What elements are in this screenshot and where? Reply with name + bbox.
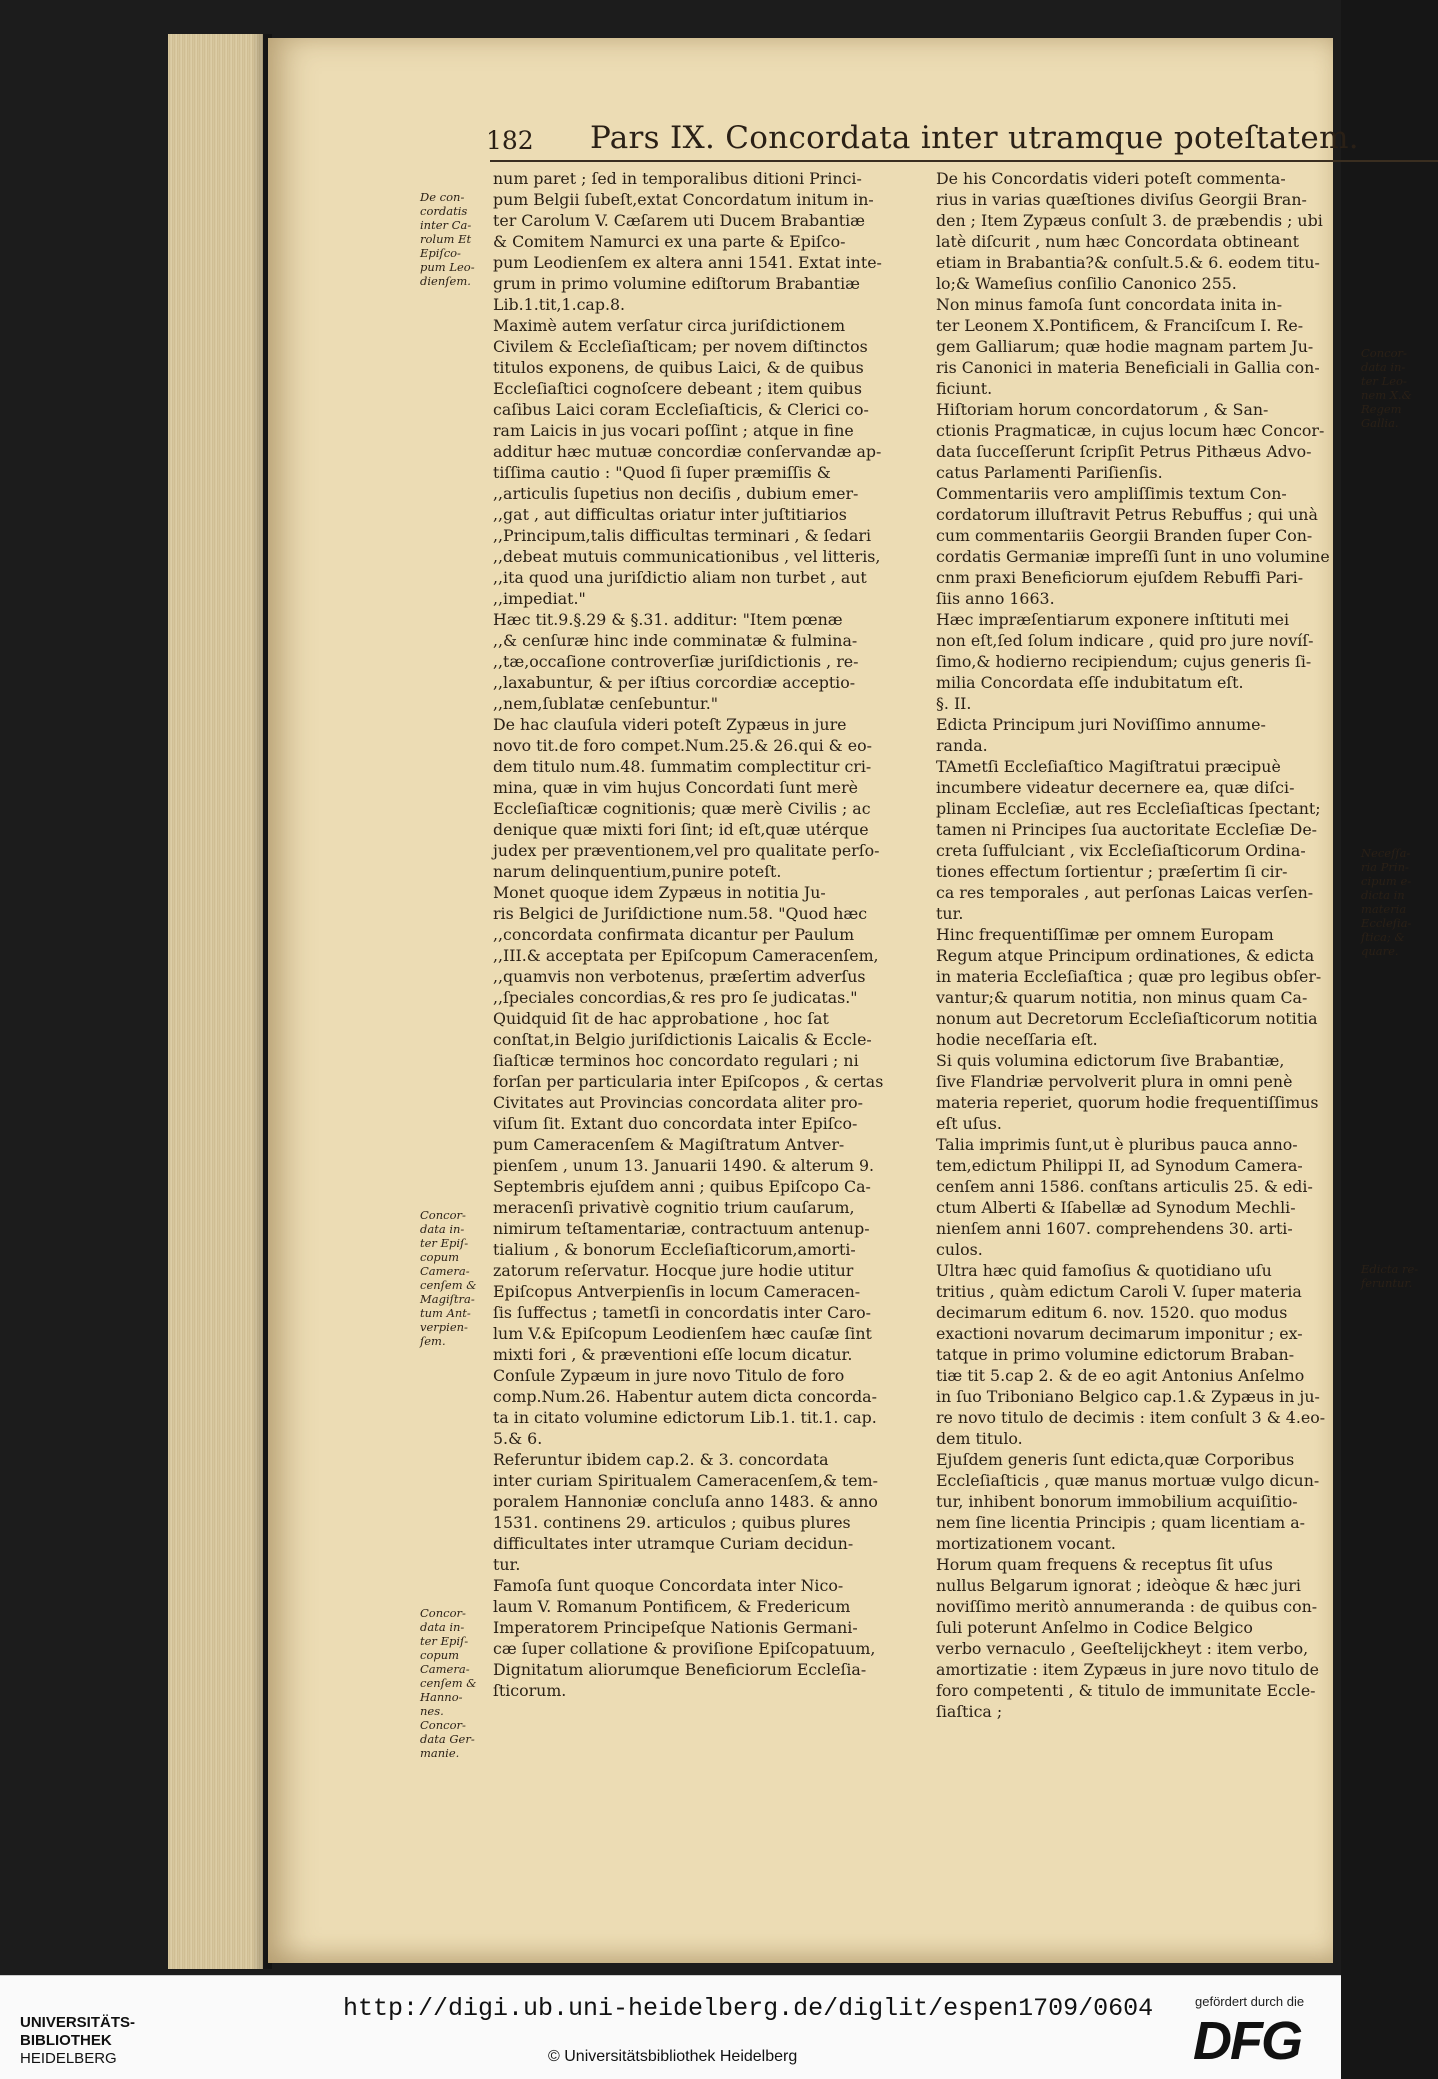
margin-note-line: Hanno-: [420, 1690, 463, 1704]
text-line: re novo titulo de decimis : item conſult 3 & 4.eo-: [936, 1408, 1326, 1427]
text-line: mortizationem vocant.: [936, 1534, 1116, 1553]
text-line: etiam in Brabantia?& conſult.5.& 6. eodem titu-: [936, 253, 1320, 272]
text-line: Quidquid ſit de hac approbatione , hoc ſat: [493, 1009, 829, 1028]
text-line: ,,quamvis non verbotenus, præſertim adverſus: [493, 967, 866, 986]
margin-note-line: Gallia.: [1361, 416, 1399, 430]
text-line: ris Canonici in materia Beneficiali in Gallia con-: [936, 358, 1320, 377]
text-line: tritius , quàm edictum Caroli V. ſuper materia: [936, 1282, 1302, 1301]
library-name-line3: HEIDELBERG: [20, 2050, 117, 2067]
margin-note-line: quare.: [1361, 944, 1399, 958]
text-line: ca res temporales , aut perſonas Laicas verſen-: [936, 883, 1314, 902]
margin-note-line: cenſem &: [420, 1676, 477, 1690]
margin-note-line: materia: [1361, 902, 1407, 916]
margin-note-line: ter Leo-: [1361, 374, 1407, 388]
text-line: Ultra hæc quid famoſius & quotidiano uſu: [936, 1261, 1272, 1280]
right-text-column: [936, 168, 1361, 1722]
text-line: cum commentariis Georgii Branden ſuper Con-: [936, 526, 1313, 545]
margin-note-line: rolum Et: [420, 232, 472, 246]
text-line: ,,tæ,occaſione controverſiæ juriſdictionis , re-: [493, 652, 859, 671]
text-line: ſticorum.: [493, 1681, 567, 1700]
margin-note-line: data in-: [420, 1620, 465, 1634]
margin-note-line: copum: [420, 1648, 460, 1662]
text-line: randa.: [936, 736, 988, 755]
text-line: tialium , & bonorum Eccleſiaſticorum,amorti-: [493, 1240, 856, 1259]
text-line: cordatorum illuſtravit Petrus Rebuffus ; qui unà: [936, 505, 1318, 524]
text-line: non eſt,ſed ſolum indicare , quid pro jure novíſ-: [936, 631, 1314, 650]
margin-note-line: Edicta re-: [1361, 1262, 1419, 1276]
text-line: tiones effectum ſortientur ; præſertim ſi cir-: [936, 862, 1288, 881]
text-line: in ſuo Triboniano Belgico cap.1.& Zypæus in ju-: [936, 1387, 1320, 1406]
text-line: culos.: [936, 1240, 983, 1259]
text-line: meracenſi privativè cognitio trium cauſarum,: [493, 1198, 855, 1217]
copyright-notice: © Universitätsbibliothek Heidelberg: [548, 2048, 798, 2065]
text-line: vantur;& quarum notitia, non minus quam Ca-: [936, 988, 1308, 1007]
margin-note-line: ſtica; &: [1361, 930, 1405, 944]
text-line: amortizatie : item Zypæus in jure novo titulo de: [936, 1660, 1319, 1679]
text-line: denique quæ mixti fori ſint; id eſt,quæ utérque: [493, 820, 869, 839]
text-line: narum delinquentium,punire poteſt.: [493, 862, 782, 881]
text-line: pum Belgii ſubeſt,extat Concordatum initum in-: [493, 190, 874, 209]
text-line: cnm praxi Beneficiorum ejuſdem Rebuffi Pari-: [936, 568, 1304, 587]
text-line: Conſule Zypæum in jure novo Titulo de foro: [493, 1366, 845, 1385]
margin-note-line: verpien-: [420, 1320, 468, 1334]
text-line: & Comitem Namurci ex una parte & Epiſco-: [493, 232, 846, 251]
text-line: caſibus Laici coram Eccleſiaſticis, & Clerici co-: [493, 400, 869, 419]
margin-note-line: ter Epiſ-: [420, 1236, 469, 1250]
text-line: tur.: [493, 1555, 521, 1574]
text-line: ter Carolum V. Cæſarem uti Ducem Brabantiæ: [493, 211, 866, 230]
text-line: verbo vernaculo , Geeſtelijckheyt : item verbo,: [936, 1639, 1309, 1658]
margin-note-line: pum Leo-: [420, 260, 475, 274]
library-logo: [6, 1984, 136, 2067]
text-line: ,,Principum,talis difficultas terminari , & ſedari: [493, 526, 871, 545]
text-line: pum Cameracenſem & Magiſtratum Antver-: [493, 1135, 845, 1154]
margin-note-line: Regem: [1361, 402, 1402, 416]
margin-note-line: Camera-: [420, 1264, 470, 1278]
text-line: tur, inhibent bonorum immobilium acquiſitio-: [936, 1492, 1298, 1511]
text-line: nimirum teſtamentariæ, contractuum antenup-: [493, 1219, 870, 1238]
text-line: ſimo,& hodierno recipiendum; cujus generis ſi-: [936, 652, 1312, 671]
left-text-column: [493, 168, 913, 1701]
text-line: eſt uſus.: [936, 1114, 1002, 1133]
text-line: nienſem anni 1607. comprehendens 30. arti-: [936, 1219, 1293, 1238]
text-line: Hæc impræſentiarum exponere inſtituti mei: [936, 610, 1290, 629]
margin-note-line: De con-: [420, 190, 465, 204]
text-line: Si quis volumina edictorum ſive Brabantiæ,: [936, 1051, 1285, 1070]
text-line: viſum ſit. Extant duo concordata inter Epiſco-: [493, 1114, 858, 1133]
text-line: data ſucceſſerunt ſcripſit Petrus Pithæus Advo-: [936, 442, 1312, 461]
text-line: Hinc frequentiſſimæ per omnem Europam: [936, 925, 1274, 944]
margin-note-line: ſem.: [420, 1334, 446, 1348]
text-line: ,,& cenſuræ hinc inde comminatæ & fulmina-: [493, 631, 858, 650]
text-line: pum Leodienſem ex altera anni 1541. Extat inte-: [493, 253, 882, 272]
text-line: cordatis Germaniæ impreſſi ſunt in uno volumine: [936, 547, 1330, 566]
margin-note-line: tum Ant-: [420, 1306, 471, 1320]
margin-note-line: Concor-: [420, 1606, 466, 1620]
margin-note-right-1: [1361, 346, 1412, 430]
text-line: ,,ſpeciales concordias,& res pro ſe judicatas.": [493, 988, 858, 1007]
viewer-footer: [0, 1975, 1341, 2079]
text-line: milia Concordata eſſe indubitatum eſt.: [936, 673, 1244, 692]
margin-note-line: Camera-: [420, 1662, 470, 1676]
text-line: ,,concordata confirmata dicantur per Paulum: [493, 925, 855, 944]
running-title: Pars IX. Concordata inter utramque poteſtatem.: [590, 120, 1359, 156]
text-line: Edicta Principum juri Noviſſimo annume-: [936, 715, 1266, 734]
text-line: §. II.: [936, 694, 972, 713]
text-line: exactioni novarum decimarum imponitur ; ex-: [936, 1324, 1303, 1343]
header-rule: [490, 160, 1438, 162]
text-line: ,,gat , aut difficultas oriatur inter juſtitiarios: [493, 505, 847, 524]
text-line: Regum atque Principum ordinationes, & edicta: [936, 946, 1315, 965]
text-line: forſan per particularia inter Epiſcopos , & certas: [493, 1072, 884, 1091]
text-line: additur hæc mutuæ concordiæ conſervandæ ap-: [493, 442, 882, 461]
text-line: materia reperiet, quorum hodie frequentiſſimus: [936, 1093, 1319, 1112]
text-line: Ejuſdem generis ſunt edicta,quæ Corporibus: [936, 1450, 1295, 1469]
text-line: ter Leonem X.Pontificem, & Franciſcum I. Re-: [936, 316, 1304, 335]
text-line: Non minus famoſa ſunt concordata inita in-: [936, 295, 1283, 314]
text-line: Monet quoque idem Zypæus in notitia Ju-: [493, 883, 826, 902]
text-line: ,,ita quod una juriſdictio aliam non turbet , aut: [493, 568, 867, 587]
text-line: pienſem , unum 13. Januarii 1490. & alterum 9.: [493, 1156, 875, 1175]
text-line: ſiis anno 1663.: [936, 589, 1055, 608]
text-line: TAmetſi Eccleſiaſtico Magiſtratui præcipuè: [936, 757, 1281, 776]
library-name-line2: BIBLIOTHEK: [20, 2032, 112, 2049]
margin-note-line: manie.: [420, 1746, 460, 1760]
margin-note-line: nem X.&: [1361, 388, 1412, 402]
margin-note-line: data in-: [420, 1222, 465, 1236]
text-line: den ; Item Zypæus conſult 3. de præbendis ; ubi: [936, 211, 1323, 230]
text-line: novo tit.de foro compet.Num.25.& 26.qui & eo-: [493, 736, 872, 755]
text-line: judex per præventionem,vel pro qualitate perſo-: [493, 841, 880, 860]
margin-note-line: Concor-: [420, 1718, 466, 1732]
text-line: ,,articulis ſupetius non deciſis , dubium emer-: [493, 484, 859, 503]
permalink-url[interactable]: http://digi.ub.uni-heidelberg.de/diglit/espen1709/0604: [343, 1994, 1154, 2023]
text-line: comp.Num.26. Habentur autem dicta concorda-: [493, 1387, 877, 1406]
text-line: Eccleſiaſtici cognoſcere debeant ; item quibus: [493, 379, 862, 398]
text-line: ,,nem,ſublatæ cenſebuntur.": [493, 694, 719, 713]
text-line: laum V. Romanum Pontificem, & Fredericum: [493, 1597, 851, 1616]
text-line: grum in primo volumine ediſtorum Brabantiæ: [493, 274, 861, 293]
text-line: De hac clauſula videri poteſt Zypæus in jure: [493, 715, 847, 734]
text-line: plinam Eccleſiæ, aut res Eccleſiaſticas ſpectant;: [936, 799, 1321, 818]
text-line: noviſſimo meritò annumeranda : de quibus con-: [936, 1597, 1318, 1616]
text-line: Eccleſiaſticæ cognitionis; quæ merè Civilis ; ac: [493, 799, 871, 818]
margin-note-line: ria Prin-: [1361, 860, 1409, 874]
text-line: mixti fori , & præventioni eſſe locum dicatur.: [493, 1345, 853, 1364]
text-line: zatorum reſervatur. Hocque jure hodie utitur: [493, 1261, 854, 1280]
page-number: 182: [486, 126, 534, 155]
text-line: Talia imprimis ſunt,ut è pluribus pauca anno-: [936, 1135, 1298, 1154]
text-line: rius in varias quæſtiones diviſus Georgii Bran-: [936, 190, 1307, 209]
text-line: tiæ tit 5.cap 2. & de eo agit Antonius Anſelmo: [936, 1366, 1305, 1385]
text-line: ctionis Pragmaticæ, in cujus locum hæc Concor-: [936, 421, 1325, 440]
margin-note-line: Neceſſa-: [1361, 846, 1411, 860]
text-line: lo;& Wameſius conſilio Canonico 255.: [936, 274, 1237, 293]
margin-note-line: feruntur.: [1361, 1276, 1413, 1290]
text-line: Horum quam frequens & receptus ſit uſus: [936, 1555, 1273, 1574]
margin-note-left-3: [420, 1606, 477, 1760]
text-line: lum V.& Epiſcopum Leodienſem hæc cauſæ ſint: [493, 1324, 872, 1343]
text-line: nonum aut Decretorum Eccleſiaſticorum notitia: [936, 1009, 1318, 1028]
text-line: foro competenti , & titulo de immunitate Eccle-: [936, 1681, 1316, 1700]
text-line: Maximè autem verſatur circa juriſdictionem: [493, 316, 846, 335]
text-line: 1531. continens 29. articulos ; quibus plures: [493, 1513, 851, 1532]
text-line: nem ſine licentia Principis ; quam licentiam a-: [936, 1513, 1305, 1532]
text-line: Epiſcopus Antverpienſis in locum Cameracen-: [493, 1282, 861, 1301]
text-line: ſive Flandriæ pervolverit plura in omni penè: [936, 1072, 1293, 1091]
text-line: Septembris ejuſdem anni ; quibus Epiſcopo Ca-: [493, 1177, 871, 1196]
text-line: Imperatorem Principeſque Nationis Germani-: [493, 1618, 858, 1637]
margin-note-line: data Ger-: [420, 1732, 475, 1746]
text-line: creta ſuffulciant , vix Eccleſiaſticorum Ordina-: [936, 841, 1306, 860]
text-line: ficiunt.: [936, 379, 993, 398]
margin-note-line: Magiſtra-: [420, 1292, 475, 1306]
text-line: ,,debeat mutuis communicationibus , vel litteris,: [493, 547, 881, 566]
margin-note-line: cenſem &: [420, 1278, 477, 1292]
text-line: catus Parlamenti Pariſienſis.: [936, 463, 1163, 482]
text-line: Civilem & Eccleſiaſticam; per novem diſtinctos: [493, 337, 868, 356]
text-line: tur.: [936, 904, 964, 923]
text-line: Civitates aut Provincias concordata aliter pro-: [493, 1093, 864, 1112]
text-line: difficultates inter utramque Curiam decidun-: [493, 1534, 854, 1553]
text-line: Commentariis vero ampliſſimis textum Con-: [936, 484, 1287, 503]
margin-note-left-2: [420, 1208, 477, 1348]
margin-note-line: data in-: [1361, 360, 1406, 374]
page-edges: [168, 34, 263, 1969]
margin-note-line: Eccleſia-: [1361, 916, 1412, 930]
margin-note-line: Epiſco-: [420, 246, 461, 260]
text-line: tiſſima cautio : "Quod ſi ſuper præmiſſis &: [493, 463, 831, 482]
text-line: Famoſa ſunt quoque Concordata inter Nico-: [493, 1576, 844, 1595]
margin-note-line: dienſem.: [420, 274, 471, 288]
book-page: [268, 38, 1419, 1963]
text-line: inter curiam Spiritualem Cameracenſem,& tem-: [493, 1471, 878, 1490]
text-line: ſiaſtica ;: [936, 1702, 1003, 1721]
dfg-logo: DFG: [1193, 2011, 1301, 2071]
text-line: num paret ; ſed in temporalibus ditioni Princi-: [493, 169, 862, 188]
text-line: ſuli poterunt Anſelmo in Codice Belgico: [936, 1618, 1253, 1637]
text-line: ſis ſuffectus ; tametſi in concordatis inter Caro-: [493, 1303, 871, 1322]
text-line: decimarum editum 6. nov. 1520. quo modus: [936, 1303, 1288, 1322]
text-line: cenſem anni 1586. conſtans articulis 25. & edi-: [936, 1177, 1313, 1196]
text-line: in materia Eccleſiaſtica ; quæ pro legibus obſer-: [936, 967, 1322, 986]
text-line: ,,laxabuntur, & per iſtius corcordiæ acceptio-: [493, 673, 856, 692]
text-line: cæ ſuper collatione & proviſione Epiſcopatuum,: [493, 1639, 876, 1658]
text-line: latè diſcurit , num hæc Concordata obtineant: [936, 232, 1299, 251]
margin-note-line: dicta in: [1361, 888, 1405, 902]
text-line: mina, quæ in vim hujus Concordati ſunt merè: [493, 778, 859, 797]
margin-note-line: Concor-: [1361, 346, 1407, 360]
library-name-line1: UNIVERSITÄTS-: [20, 2014, 136, 2031]
text-line: Eccleſiaſticis , quæ manus mortuæ vulgo dicun-: [936, 1471, 1320, 1490]
text-line: ram Laicis in jus vocari poſſint ; atque in fine: [493, 421, 854, 440]
text-line: Dignitatum aliorumque Beneficiorum Eccleſia-: [493, 1660, 867, 1679]
margin-note-line: Concor-: [420, 1208, 466, 1222]
margin-note-left-1: [420, 190, 475, 288]
margin-note-right-2: [1361, 846, 1411, 958]
text-line: hodie neceſſaria eſt.: [936, 1030, 1098, 1049]
text-line: ta in citato volumine edictorum Lib.1. tit.1. cap.: [493, 1408, 877, 1427]
text-line: Lib.1.tit,1.cap.8.: [493, 295, 626, 314]
margin-note-line: cipum e-: [1361, 874, 1412, 888]
text-line: gem Galliarum; quæ hodie magnam partem Ju-: [936, 337, 1314, 356]
text-line: incumbere videatur decernere ea, quæ diſci-: [936, 778, 1295, 797]
margin-note-line: cordatis: [420, 204, 468, 218]
text-line: ,,impediat.": [493, 589, 586, 608]
text-line: dem titulo num.48. ſummatim complectitur cri-: [493, 757, 872, 776]
text-line: ſiaſticæ terminos hoc concordato regulari ; ni: [493, 1051, 859, 1070]
text-line: Hæc tit.9.§.29 & §.31. additur: "Item pœnæ: [493, 610, 843, 629]
margin-note-right-3: [1361, 1262, 1418, 1290]
text-line: tamen ni Principes ſua auctoritate Eccleſiæ De-: [936, 820, 1318, 839]
margin-note-line: copum: [420, 1250, 460, 1264]
text-line: Hiſtoriam horum concordatorum , & San-: [936, 400, 1269, 419]
text-line: tatque in primo volumine edictorum Braban-: [936, 1345, 1295, 1364]
text-line: ctum Alberti & Iſabellæ ad Synodum Mechli-: [936, 1198, 1296, 1217]
text-line: poralem Hannoniæ concluſa anno 1483. & anno: [493, 1492, 878, 1511]
margin-note-line: ter Epiſ-: [420, 1634, 469, 1648]
text-line: ,,III.& acceptata per Epiſcopum Cameracenſem,: [493, 946, 879, 965]
text-line: De his Concordatis videri poteſt commenta-: [936, 169, 1286, 188]
margin-note-line: inter Ca-: [420, 218, 472, 232]
text-line: tem,edictum Philippi II, ad Synodum Camera-: [936, 1156, 1303, 1175]
text-line: nullus Belgarum ignorat ; ideòque & hæc juri: [936, 1576, 1301, 1595]
margin-note-line: nes.: [420, 1704, 444, 1718]
text-line: titulos exponens, de quibus Laici, & de quibus: [493, 358, 864, 377]
text-line: Referuntur ibidem cap.2. & 3. concordata: [493, 1450, 829, 1469]
funding-label: gefördert durch die: [1195, 1994, 1305, 2009]
text-line: dem titulo.: [936, 1429, 1023, 1448]
text-line: ris Belgici de Juriſdictione num.58. "Quod hæc: [493, 904, 868, 923]
text-line: conſtat,in Belgio juriſdictionis Laicalis & Eccle-: [493, 1030, 872, 1049]
text-line: 5.& 6.: [493, 1429, 543, 1448]
